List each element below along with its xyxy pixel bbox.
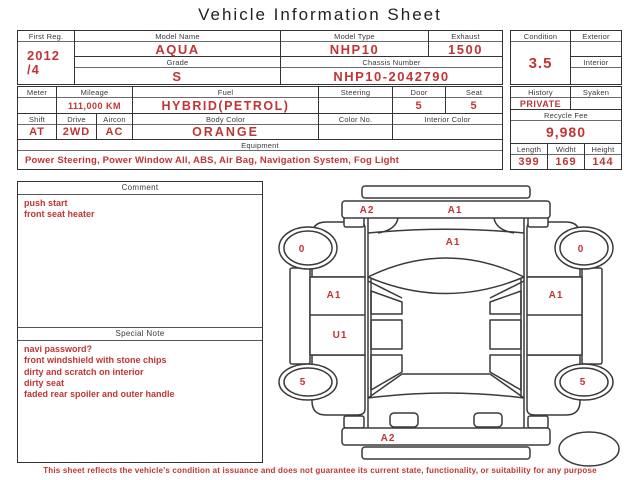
exhaust-value: 1500 [448, 42, 483, 57]
right-taillight [474, 413, 502, 427]
interior-color-value [393, 125, 502, 139]
damage-mark-front-bumper-left: A2 [359, 205, 375, 216]
history-value: PRIVATE [519, 98, 562, 109]
damage-mark-front-left-wheel: 0 [298, 244, 306, 255]
special-note-line: dirty seat [24, 377, 65, 388]
damage-mark-rear-left-wheel: 5 [299, 377, 307, 388]
model-type-chassis-cell [281, 31, 502, 84]
interior-color-label: Interior Color [393, 114, 502, 125]
mileage-value: 111,000 KM [67, 100, 122, 111]
shift-label: Shift [18, 114, 56, 125]
damage-mark-hood: A1 [445, 237, 461, 248]
special-note-line: front windshield with stone chips [24, 355, 167, 366]
rear-bumper [342, 428, 550, 445]
damage-mark-rear-right-wheel: 5 [579, 377, 587, 388]
body-color-label: Body Color [133, 114, 318, 125]
model-name-grade-cell [75, 31, 281, 84]
first-reg-cell [18, 31, 75, 84]
damage-mark-rear-bumper: A2 [380, 433, 396, 444]
front-strip [362, 186, 530, 198]
fuel-label: Fuel [133, 87, 318, 98]
comment-line: push start [24, 198, 68, 208]
width-label: Widht [548, 144, 584, 155]
recycle-fee-value: 9,980 [545, 124, 587, 140]
door-label: Door [393, 87, 445, 98]
length-label: Length [511, 144, 547, 155]
damage-mark-front-right-wheel: 0 [577, 244, 585, 255]
length-value: 399 [518, 156, 540, 168]
first-reg-value: 2012 /4 [27, 47, 60, 77]
interior-value [571, 68, 621, 84]
left-rear-window [371, 320, 402, 349]
door-value: 5 [415, 99, 423, 112]
chassis-number-value: NHP10-2042790 [333, 68, 450, 84]
equipment-value: Power Steering, Power Window All, ABS, Air Bag, Navigation System, Fog Light [25, 154, 400, 166]
color-no-label: Color No. [319, 114, 392, 125]
cowl-line [368, 229, 524, 233]
windshield [368, 258, 524, 294]
special-note-line: faded rear spoiler and outer handle [24, 389, 175, 399]
comment-lines [18, 195, 262, 327]
drive-label: Drive [57, 114, 96, 125]
rear-left-wheel [279, 364, 337, 400]
left-taillight [390, 413, 418, 427]
aircon-label: Aircon [97, 114, 132, 125]
exterior-label: Exterior [571, 31, 621, 42]
registration-table [17, 30, 503, 85]
syaken-value [571, 98, 621, 109]
equipment-label: Equipment [18, 140, 502, 151]
meter-value [18, 98, 56, 113]
width-value: 169 [555, 156, 577, 168]
right-sill [582, 268, 602, 364]
condition-value: 3.5 [528, 54, 553, 72]
height-label: Height [585, 144, 621, 155]
condition-table [510, 30, 622, 85]
fuel-value: HYBRID(PETROL) [161, 98, 290, 113]
disclaimer-text: This sheet reflects the vehicle's condition at issuance and does not guarantee its current state, functionality, or suitability for any purpose [43, 466, 597, 475]
model-name-value: AQUA [155, 42, 200, 57]
color-no-value [319, 125, 392, 139]
mileage-label: Mileage [57, 87, 132, 98]
page-title: Vehicle Information Sheet [198, 5, 442, 24]
history-label: History [511, 87, 570, 98]
steering-value [319, 98, 392, 113]
car-damage-diagram [272, 182, 632, 472]
syaken-label: Syaken [571, 87, 621, 98]
comment-box [17, 181, 263, 463]
exterior-value [571, 42, 621, 56]
damage-mark-right-front-door: A1 [548, 290, 564, 301]
left-front-window [371, 291, 402, 314]
left-sill [290, 268, 310, 364]
rear-bumper-cap-right [528, 416, 548, 428]
comment-title: Comment [18, 182, 262, 195]
damage-mark-left-front-door: A1 [326, 290, 342, 301]
seat-value: 5 [470, 99, 478, 112]
special-note-lines [18, 341, 262, 462]
history-table [510, 86, 622, 170]
steering-label: Steering [319, 87, 392, 98]
recycle-fee-label: Recycle Fee [511, 110, 621, 121]
model-type-value: NHP10 [329, 42, 380, 57]
front-left-wheel [279, 227, 337, 269]
rear-bumper-cap-left [344, 416, 364, 428]
body-color-value: ORANGE [192, 125, 259, 139]
condition-label: Condition [511, 31, 570, 42]
height-value: 144 [592, 156, 614, 168]
model-name-label: Model Name [75, 31, 280, 42]
special-note-title: Special Note [18, 327, 262, 341]
shift-value: AT [29, 126, 45, 138]
special-note-line: navi password? [24, 344, 93, 354]
seat-label: Seat [446, 87, 502, 98]
rear-strip [362, 447, 530, 459]
drive-value: 2WD [62, 126, 91, 138]
grade-label: Grade [75, 57, 280, 68]
damage-mark-left-rear-door: U1 [332, 330, 348, 341]
spare-tire [559, 432, 619, 466]
meter-label: Meter [18, 87, 56, 98]
right-door-panels [527, 277, 582, 355]
right-rear-window [490, 320, 521, 349]
comment-line: front seat heater [24, 209, 95, 220]
damage-mark-front-bumper-center: A1 [447, 205, 463, 216]
chassis-number-label: Chassis Number [281, 57, 502, 68]
exhaust-label: Exhaust [429, 31, 502, 42]
right-front-window [490, 291, 521, 314]
special-note-line: dirty and scratch on interior [24, 366, 144, 377]
grade-value: S [172, 68, 183, 84]
interior-label: Interior [571, 57, 621, 68]
first-reg-label: First Reg. [18, 31, 74, 42]
specs-table [17, 86, 503, 170]
left-door-panels [310, 277, 365, 355]
aircon-value: AC [105, 126, 124, 138]
model-type-label: Model Type [281, 31, 428, 42]
